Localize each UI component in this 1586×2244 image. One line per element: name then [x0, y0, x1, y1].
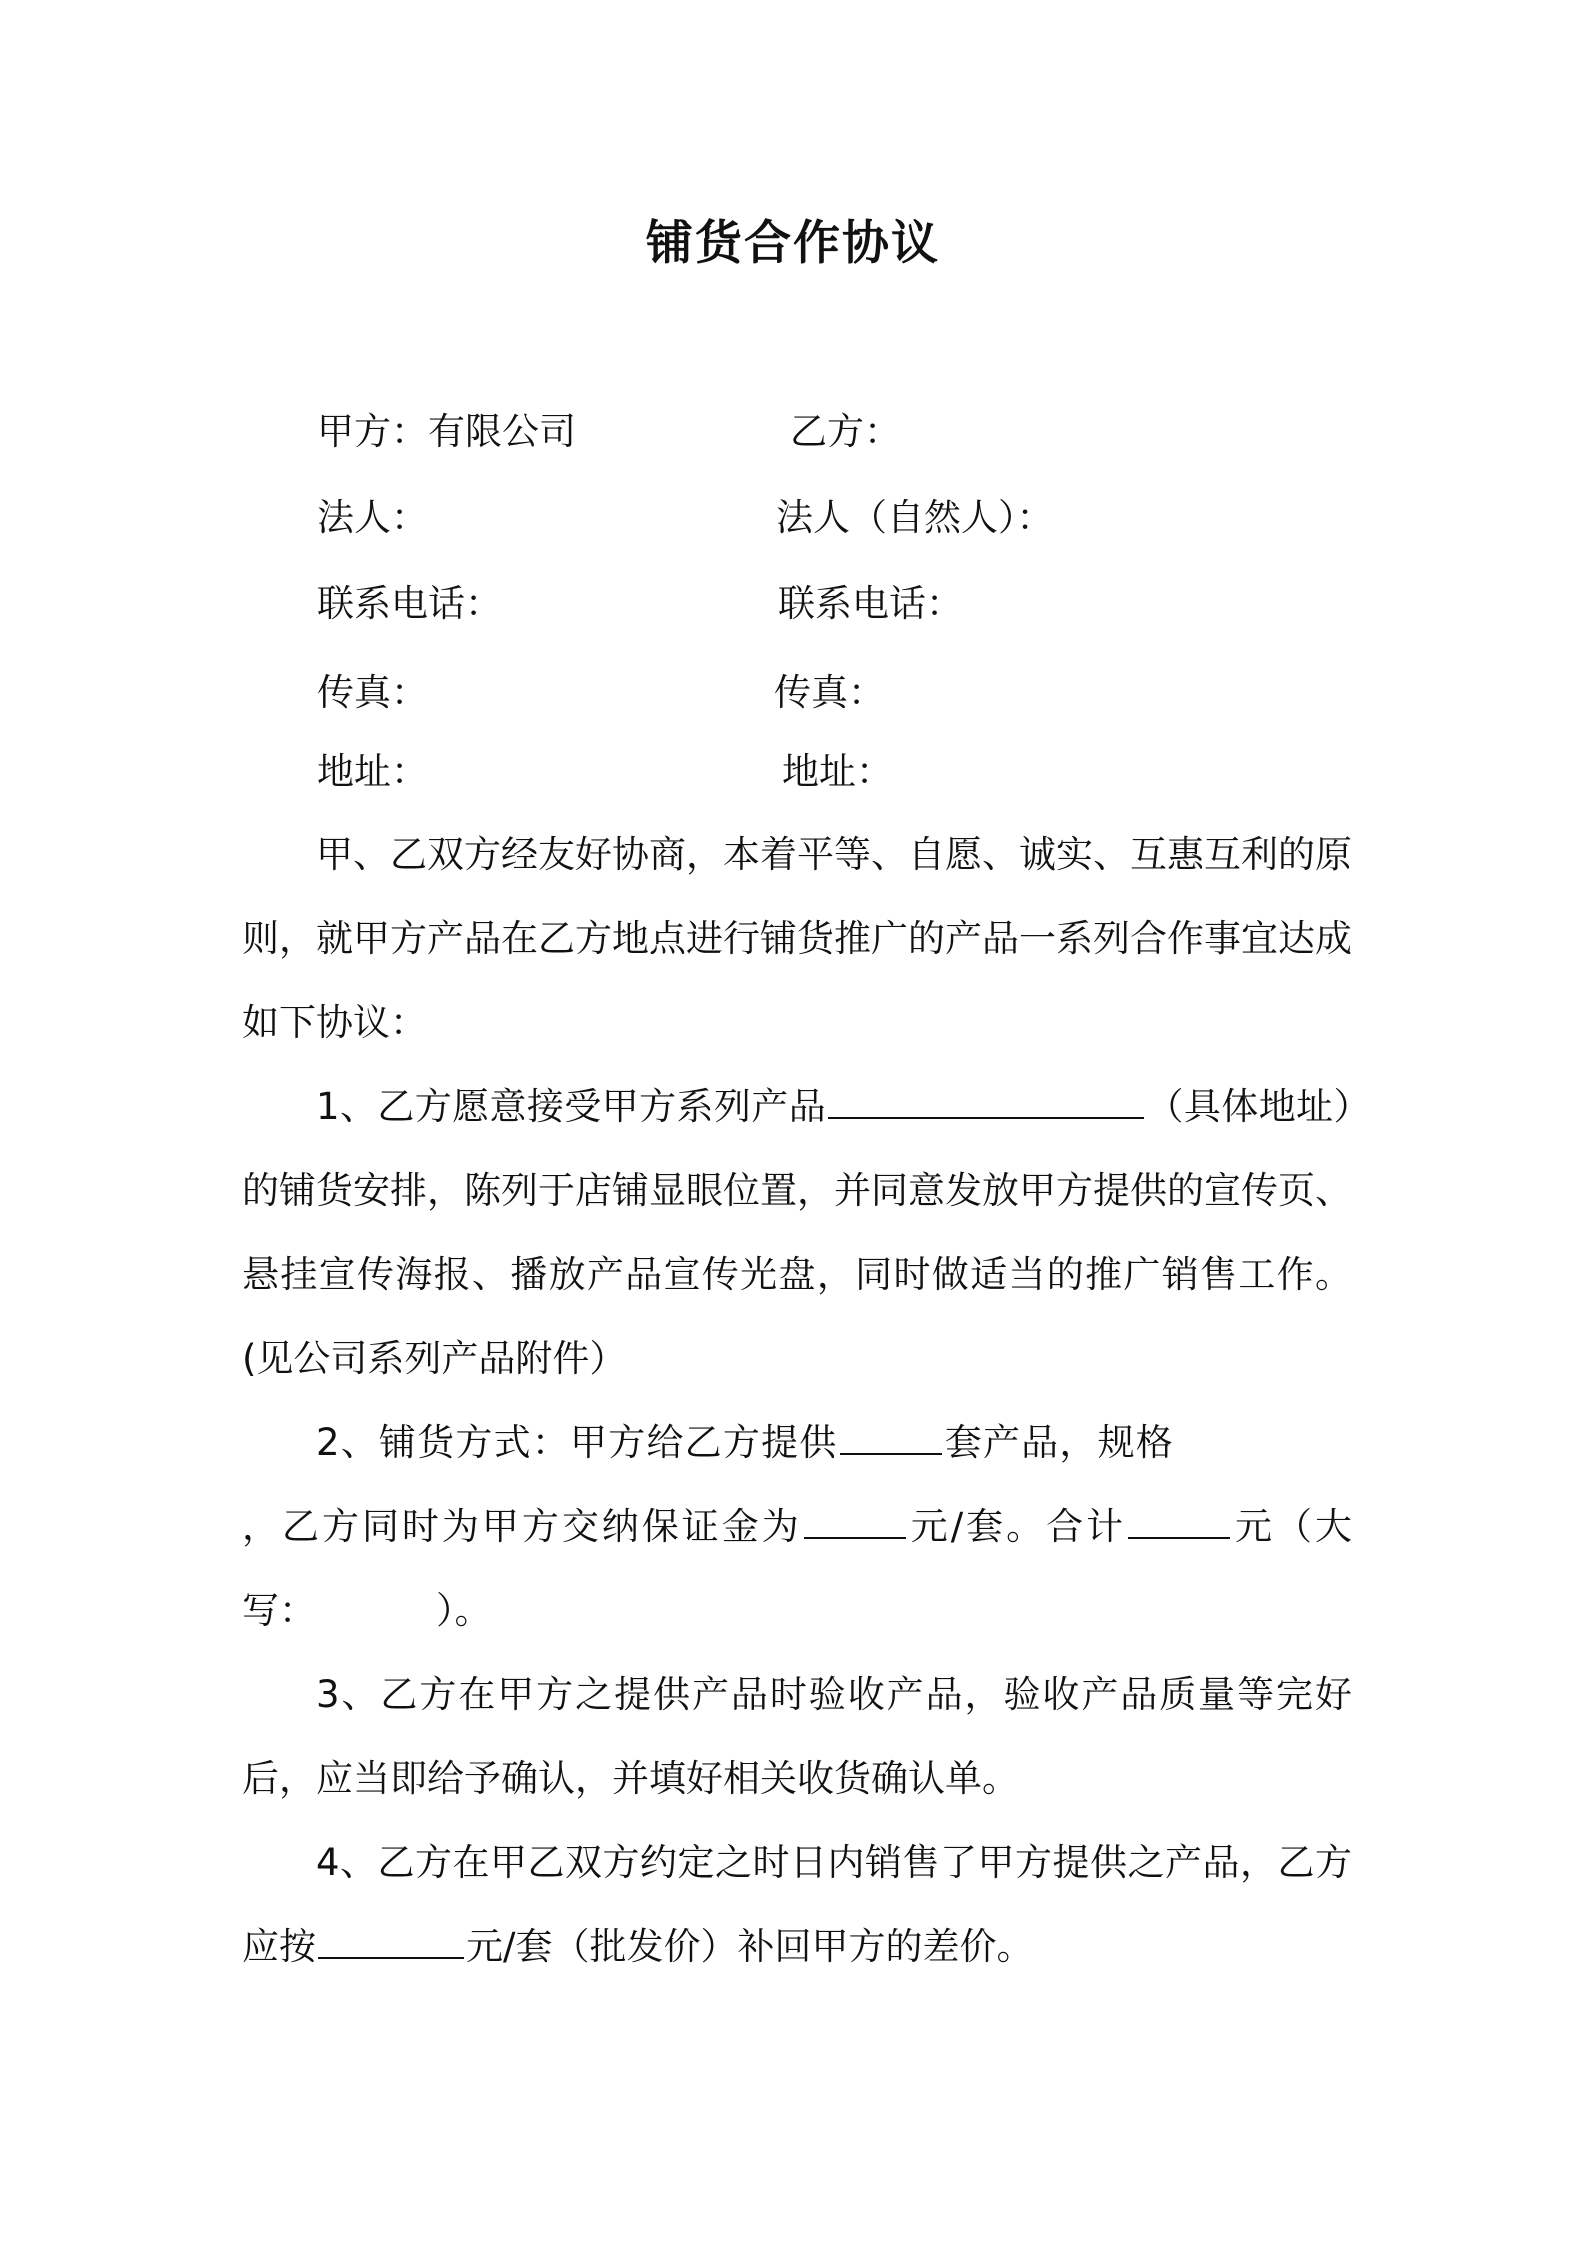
clause-2-text-d: 元/套。合计	[907, 1505, 1127, 1548]
clause-2-text-f: ）。	[436, 1589, 492, 1632]
party-a-phone-label: 联系电话：	[317, 582, 502, 625]
party-a-name-label: 甲方：	[317, 410, 428, 453]
clause-2-total-blank	[1128, 1507, 1230, 1539]
party-a-name	[317, 408, 576, 456]
clause-3: 3、乙方在甲方之提供产品时验收产品，验收产品质量等完好后，应当即给予确认，并填好相关收货确认单。	[242, 1673, 1352, 1800]
party-b-phone-label: 联系电话：	[778, 582, 963, 625]
clause-1-text-a: 1、乙方愿意接受甲方系列产品	[316, 1085, 827, 1128]
clause-2-deposit-blank	[804, 1507, 906, 1539]
clause-4-price-blank	[318, 1927, 464, 1959]
clause-2-text-e: 元（大写：	[242, 1505, 1353, 1632]
party-a-name-value: 有限公司	[428, 410, 576, 453]
party-a-fax-label: 传真：	[317, 671, 428, 714]
party-b-address-label: 地址：	[782, 750, 893, 793]
intro-paragraph: 甲、乙双方经友好协商，本着平等、自愿、诚实、互惠互利的原则，就甲方产品在乙方地点进行铺货推广的产品一系列合作事宜达成如下协议：	[242, 833, 1352, 1044]
clause-1	[242, 1065, 1352, 1401]
clause-2-text-b: 套产品，规格	[943, 1421, 1174, 1464]
clause-4-text-b: 元/套（批发价）补回甲方的差价。	[466, 1925, 1034, 1968]
party-a-address-label: 地址：	[317, 750, 428, 793]
clause-4	[242, 1821, 1352, 1989]
clause-2	[242, 1401, 1352, 1653]
party-a-legal-label: 法人：	[317, 496, 428, 539]
party-b-fax-label: 传真：	[774, 671, 885, 714]
document-title: 铺货合作协议	[646, 216, 940, 271]
clause-1-text-b: （具体地址）的铺货安排，陈列于店铺显眼位置，并同意发放甲方提供的宣传页、悬挂宣传海报、播放产品宣传光盘，同时做适当的推广销售工作。(见公司系列产品附件）	[242, 1085, 1352, 1380]
clause-2-text-c: ，乙方同时为甲方交纳保证金为	[242, 1505, 802, 1548]
agreement-body	[242, 813, 1352, 1989]
clause-2-text-a: 2、铺货方式：甲方给乙方提供	[316, 1421, 838, 1464]
clause-4-text-a: 4、乙方在甲乙双方约定之时日内销售了甲方提供之产品，乙方应按	[242, 1841, 1352, 1968]
party-b-name-label: 乙方：	[790, 410, 901, 453]
party-b-legal-label: 法人（自然人）：	[776, 496, 1054, 539]
clause-1-product-blank	[828, 1087, 1144, 1119]
clause-2-quantity-blank	[840, 1423, 942, 1455]
